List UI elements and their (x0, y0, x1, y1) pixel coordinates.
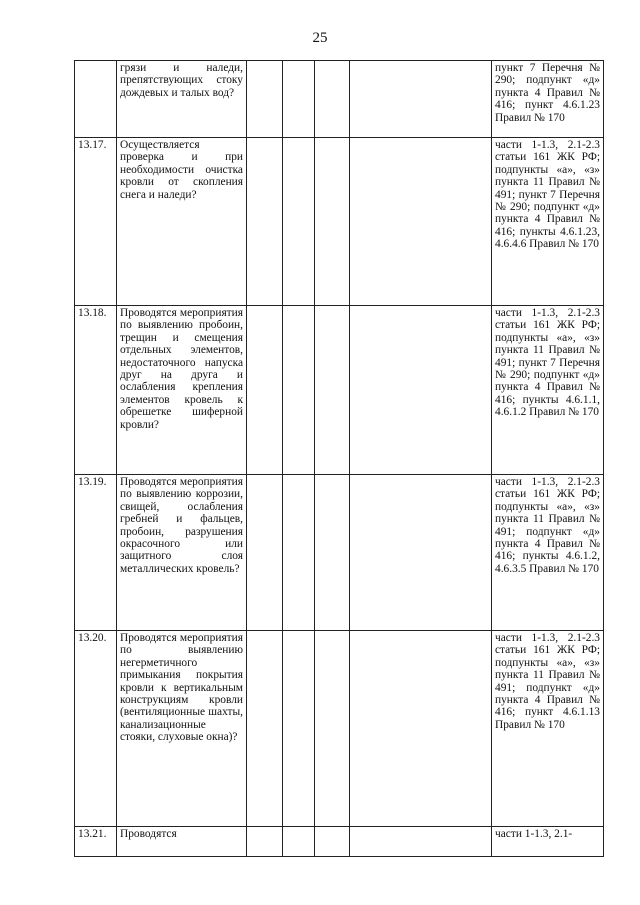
question-cell: Проводятся мероприятия по выявлению пробоин, трещин и смещения отдельных элементов, недостаточного напуска друг на друга и ослабления крепления элементов кровель к обрешетке шиферной кровли? (117, 306, 247, 475)
item-number: 13.21. (75, 827, 117, 857)
references-cell: части 1-1.3, 2.1-2.3 статьи 161 ЖК РФ; подпункты «а», «з» пункта 11 Правил № 491; пункт 7 Перечня № 290; подпункт «д» пункта 4 Правил № 416; пункты 4.6.1.23, 4.6.4.6 Правил № 170 (492, 138, 604, 306)
item-number: 13.17. (75, 138, 117, 306)
note-cell (350, 61, 492, 138)
answer-na-cell (315, 631, 350, 827)
answer-yes-cell (247, 631, 283, 827)
answer-no-cell (283, 631, 315, 827)
item-number: 13.19. (75, 475, 117, 631)
page-number: 25 (312, 30, 328, 46)
item-number (75, 61, 117, 138)
answer-na-cell (315, 138, 350, 306)
question-cell: грязи и наледи, препятствующих стоку дождевых и талых вод? (117, 61, 247, 138)
question-cell: Проводятся мероприятия по выявлению коррозии, свищей, ослабления гребней и фальцев, пробоин, разрушения окрасочного или защитного слоя металлических кровель? (117, 475, 247, 631)
answer-no-cell (283, 138, 315, 306)
answer-na-cell (315, 306, 350, 475)
note-cell (350, 138, 492, 306)
answer-no-cell (283, 475, 315, 631)
note-cell (350, 631, 492, 827)
table-row (75, 827, 604, 857)
references-cell: пункт 7 Перечня № 290; подпункт «д» пункта 4 Правил № 416; пункт 4.6.1.23 Правил № 170 (492, 61, 604, 138)
table-row (75, 631, 604, 827)
answer-na-cell (315, 475, 350, 631)
question-cell: Проводятся (117, 827, 247, 857)
answer-yes-cell (247, 475, 283, 631)
question-cell: Проводятся мероприятия по выявлению негерметичного примыкания покрытия кровли к вертикальным конструкциям кровли (вентиляционные шахты, канализационные стояки, слуховые окна)? (117, 631, 247, 827)
answer-yes-cell (247, 138, 283, 306)
answer-no-cell (283, 306, 315, 475)
references-cell: части 1-1.3, 2.1-2.3 статьи 161 ЖК РФ; подпункты «а», «з» пункта 11 Правил № 491; пункт 7 Перечня № 290; подпункт «д» пункта 4 Правил № 416; пункты 4.6.1.1, 4.6.1.2 Правил № 170 (492, 306, 604, 475)
item-number: 13.18. (75, 306, 117, 475)
table-row (75, 306, 604, 475)
references-cell: части 1-1.3, 2.1-2.3 статьи 161 ЖК РФ; подпункты «а», «з» пункта 11 Правил № 491; подпункт «д» пункта 4 Правил № 416; пункты 4.6.1.2, 4.6.3.5 Правил № 170 (492, 475, 604, 631)
note-cell (350, 827, 492, 857)
answer-yes-cell (247, 306, 283, 475)
answer-no-cell (283, 827, 315, 857)
item-number: 13.20. (75, 631, 117, 827)
answer-na-cell (315, 827, 350, 857)
table-row (75, 61, 604, 138)
references-cell: части 1-1.3, 2.1- (492, 827, 604, 857)
note-cell (350, 306, 492, 475)
table-row (75, 138, 604, 306)
answer-na-cell (315, 61, 350, 138)
question-cell: Осуществляется проверка и при необходимости очистка кровли от скопления снега и наледи? (117, 138, 247, 306)
references-cell: части 1-1.3, 2.1-2.3 статьи 161 ЖК РФ; подпункты «а», «з» пункта 11 Правил № 491; подпункт «д» пункта 4 Правил № 416; пункт 4.6.1.13 Правил № 170 (492, 631, 604, 827)
table-row (75, 475, 604, 631)
answer-yes-cell (247, 61, 283, 138)
answer-yes-cell (247, 827, 283, 857)
checklist-table (74, 60, 604, 857)
answer-no-cell (283, 61, 315, 138)
note-cell (350, 475, 492, 631)
